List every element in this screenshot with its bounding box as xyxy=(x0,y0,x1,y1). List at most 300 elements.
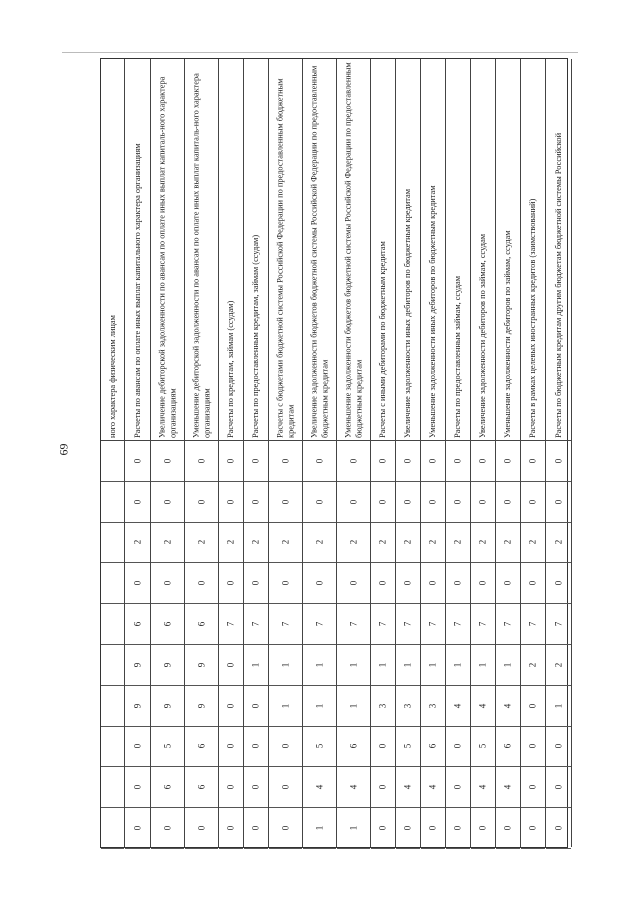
code-cell xyxy=(396,482,420,523)
code-cell xyxy=(546,563,571,604)
code-cell xyxy=(396,645,420,686)
code-digit: 6 xyxy=(196,744,206,749)
code-cell xyxy=(471,441,495,482)
code-digit: 0 xyxy=(527,785,538,790)
code-digit: 0 xyxy=(250,744,261,749)
code-digit: 7 xyxy=(452,621,463,627)
code-digit: 0 xyxy=(402,581,413,586)
code-cell xyxy=(269,727,302,768)
code-digit: 1 xyxy=(348,662,358,668)
code-cell xyxy=(185,767,218,808)
code-cell xyxy=(185,727,218,768)
code-cell xyxy=(421,604,445,645)
code-cell xyxy=(101,604,124,645)
code-cell xyxy=(446,563,470,604)
code-cell xyxy=(101,767,124,808)
code-digit: 0 xyxy=(162,458,172,464)
code-cell xyxy=(244,563,268,604)
code-digit: 0 xyxy=(553,825,563,831)
code-cell xyxy=(471,686,495,727)
code-cell xyxy=(219,645,243,686)
code-cell xyxy=(125,604,150,645)
code-cell xyxy=(303,645,336,686)
code-cell xyxy=(101,686,124,727)
row-description xyxy=(396,59,420,441)
code-cell xyxy=(185,563,218,604)
code-cell xyxy=(496,482,520,523)
code-cell xyxy=(101,441,124,482)
code-digit: 0 xyxy=(427,458,438,464)
code-cell xyxy=(396,604,420,645)
code-digit: 0 xyxy=(348,581,358,586)
code-digit: 0 xyxy=(452,785,463,790)
code-digit: 0 xyxy=(348,458,358,464)
code-digit: 4 xyxy=(502,785,513,790)
code-digit: 2 xyxy=(225,540,236,545)
code-cell xyxy=(396,686,420,727)
code-digit: 0 xyxy=(427,581,438,586)
code-cell xyxy=(269,808,302,849)
code-cell xyxy=(101,523,124,564)
code-cell xyxy=(546,604,571,645)
code-cell xyxy=(521,727,545,768)
code-digit: 7 xyxy=(402,621,413,627)
code-cell xyxy=(219,523,243,564)
code-cell xyxy=(219,563,243,604)
code-cell xyxy=(125,563,150,604)
page-top-rule xyxy=(62,52,578,53)
code-digit: 0 xyxy=(196,499,206,504)
code-digit: 0 xyxy=(314,499,324,504)
code-digit: 7 xyxy=(225,621,236,627)
code-cell xyxy=(125,482,150,523)
code-cell xyxy=(269,767,302,808)
code-digit: 0 xyxy=(377,785,388,790)
code-digit: 0 xyxy=(553,744,563,749)
code-digit: 0 xyxy=(452,499,463,504)
code-cell xyxy=(521,808,545,849)
table-row xyxy=(269,59,303,847)
code-cell xyxy=(521,645,545,686)
row-description-text: Уменьшение задолженности дебиторов по займам, ссудам xyxy=(502,229,512,438)
table-row xyxy=(371,59,396,847)
code-digit: 0 xyxy=(162,581,172,586)
code-digit: 7 xyxy=(250,621,261,627)
code-cell xyxy=(371,523,395,564)
code-digit: 0 xyxy=(402,499,413,504)
code-digit: 2 xyxy=(527,662,538,668)
code-digit: 6 xyxy=(132,621,142,627)
row-description-text: Расчеты по кредитам, займам (ссудам) xyxy=(225,300,235,438)
code-cell xyxy=(396,808,420,849)
code-digit: 0 xyxy=(250,825,261,831)
code-digit: 0 xyxy=(553,458,563,464)
code-digit: 5 xyxy=(162,744,172,749)
code-cell xyxy=(396,727,420,768)
row-description xyxy=(546,59,571,441)
row-description-text: Увеличение задолженности дебиторов по займам, ссудам xyxy=(477,233,487,438)
code-cell xyxy=(244,727,268,768)
code-cell xyxy=(219,482,243,523)
row-description-text: Расчеты по предоставленным кредитам, займам (ссудам) xyxy=(250,234,260,438)
code-cell xyxy=(521,604,545,645)
code-digit: 1 xyxy=(250,662,261,668)
code-digit: 0 xyxy=(225,785,236,790)
code-digit: 1 xyxy=(314,825,324,831)
code-digit: 6 xyxy=(196,785,206,790)
code-digit: 2 xyxy=(377,540,388,545)
code-cell xyxy=(151,767,184,808)
code-digit: 2 xyxy=(196,540,206,545)
code-cell xyxy=(244,808,268,849)
row-description xyxy=(151,59,184,441)
code-digit: 7 xyxy=(527,621,538,627)
code-digit: 0 xyxy=(280,458,290,464)
code-cell xyxy=(446,645,470,686)
code-cell xyxy=(471,604,495,645)
table-row xyxy=(101,59,125,847)
code-digit: 0 xyxy=(196,825,206,831)
code-cell xyxy=(101,645,124,686)
code-digit: 0 xyxy=(477,581,488,586)
code-cell xyxy=(446,767,470,808)
row-description-text: Уменьшение задолженности иных дебиторов по бюджетным кредитам xyxy=(427,184,437,438)
table-row xyxy=(421,59,446,847)
code-cell xyxy=(371,727,395,768)
code-cell xyxy=(337,563,370,604)
code-cell xyxy=(219,767,243,808)
code-cell xyxy=(371,645,395,686)
code-digit: 2 xyxy=(132,540,142,545)
code-cell xyxy=(337,482,370,523)
code-digit: 5 xyxy=(314,744,324,749)
row-description-text: Расчеты с бюджетами бюджетной системы Российской Федерации по предоставленным бюджетным кредитам xyxy=(275,77,295,438)
code-digit: 0 xyxy=(162,499,172,504)
code-cell xyxy=(337,767,370,808)
code-cell xyxy=(371,686,395,727)
code-digit: 0 xyxy=(427,825,438,831)
code-digit: 0 xyxy=(527,458,538,464)
row-description-text: Расчеты в рамках целевых иностранных кредитов (заимствований) xyxy=(527,198,537,438)
code-cell xyxy=(396,563,420,604)
code-digit: 9 xyxy=(162,703,172,708)
code-cell xyxy=(546,523,571,564)
code-digit: 6 xyxy=(502,744,513,749)
code-digit: 0 xyxy=(527,703,538,708)
code-cell xyxy=(269,441,302,482)
code-cell xyxy=(244,686,268,727)
code-cell xyxy=(496,604,520,645)
code-digit: 0 xyxy=(527,499,538,504)
row-description xyxy=(219,59,243,441)
code-digit: 0 xyxy=(280,785,290,790)
code-cell xyxy=(244,523,268,564)
code-digit: 1 xyxy=(427,662,438,668)
row-description xyxy=(471,59,495,441)
code-cell xyxy=(303,767,336,808)
code-digit: 2 xyxy=(402,540,413,545)
code-cell xyxy=(303,523,336,564)
row-description-text: Расчеты с иными дебиторами по бюджетным кредитам xyxy=(377,240,387,438)
code-cell xyxy=(151,523,184,564)
code-digit: 0 xyxy=(250,499,261,504)
code-cell xyxy=(185,645,218,686)
row-description xyxy=(496,59,520,441)
code-cell xyxy=(269,563,302,604)
code-digit: 0 xyxy=(553,785,563,790)
code-cell xyxy=(371,808,395,849)
table-row xyxy=(337,59,371,847)
code-cell xyxy=(303,604,336,645)
code-cell xyxy=(151,604,184,645)
code-cell xyxy=(471,727,495,768)
code-digit: 4 xyxy=(477,785,488,790)
table-row xyxy=(185,59,219,847)
code-digit: 1 xyxy=(553,703,563,708)
code-digit: 1 xyxy=(502,662,513,668)
row-description xyxy=(101,59,124,441)
code-digit: 7 xyxy=(477,621,488,627)
page-number: 69 xyxy=(56,443,71,456)
code-cell xyxy=(151,482,184,523)
code-cell xyxy=(269,523,302,564)
row-description xyxy=(185,59,218,441)
code-digit: 4 xyxy=(502,703,513,708)
row-description xyxy=(521,59,545,441)
code-cell xyxy=(446,604,470,645)
code-digit: 0 xyxy=(132,825,142,831)
code-cell xyxy=(421,645,445,686)
code-digit: 0 xyxy=(132,499,142,504)
code-cell xyxy=(421,441,445,482)
code-cell xyxy=(446,523,470,564)
accounts-table xyxy=(100,58,568,848)
code-digit: 0 xyxy=(280,581,290,586)
code-cell xyxy=(446,727,470,768)
code-cell xyxy=(151,727,184,768)
code-cell xyxy=(496,686,520,727)
code-digit: 0 xyxy=(280,825,290,831)
code-digit: 0 xyxy=(348,499,358,504)
code-digit: 1 xyxy=(402,662,413,668)
code-digit: 0 xyxy=(427,499,438,504)
code-cell xyxy=(244,604,268,645)
code-cell xyxy=(421,727,445,768)
code-digit: 3 xyxy=(427,703,438,708)
code-digit: 9 xyxy=(132,662,142,668)
code-digit: 7 xyxy=(280,621,290,627)
code-digit: 0 xyxy=(225,499,236,504)
table-row xyxy=(151,59,185,847)
code-digit: 0 xyxy=(502,499,513,504)
code-cell xyxy=(371,767,395,808)
code-cell xyxy=(496,523,520,564)
code-digit: 2 xyxy=(348,540,358,545)
row-description xyxy=(125,59,150,441)
code-cell xyxy=(219,686,243,727)
code-cell xyxy=(496,808,520,849)
code-digit: 0 xyxy=(553,581,563,586)
code-cell xyxy=(125,686,150,727)
code-cell xyxy=(303,686,336,727)
table-row xyxy=(303,59,337,847)
code-digit: 0 xyxy=(502,825,513,831)
row-description xyxy=(269,59,302,441)
code-cell xyxy=(269,686,302,727)
code-digit: 0 xyxy=(402,825,413,831)
code-cell xyxy=(337,604,370,645)
code-cell xyxy=(546,645,571,686)
code-cell xyxy=(151,808,184,849)
code-digit: 7 xyxy=(553,621,563,627)
code-digit: 0 xyxy=(377,581,388,586)
code-cell xyxy=(371,563,395,604)
row-description-text: Увеличение задолженности иных дебиторов по бюджетным кредитам xyxy=(402,188,412,438)
code-cell xyxy=(421,808,445,849)
code-cell xyxy=(219,727,243,768)
code-digit: 2 xyxy=(427,540,438,545)
code-digit: 1 xyxy=(452,662,463,668)
code-cell xyxy=(101,808,124,849)
code-digit: 0 xyxy=(132,785,142,790)
code-cell xyxy=(337,727,370,768)
code-digit: 4 xyxy=(314,785,324,790)
code-cell xyxy=(185,482,218,523)
code-cell xyxy=(446,808,470,849)
code-cell xyxy=(371,482,395,523)
row-description xyxy=(371,59,395,441)
code-digit: 0 xyxy=(162,825,172,831)
code-cell xyxy=(269,482,302,523)
code-cell xyxy=(471,482,495,523)
code-digit: 5 xyxy=(477,744,488,749)
code-digit: 4 xyxy=(402,785,413,790)
code-digit: 0 xyxy=(377,458,388,464)
code-cell xyxy=(496,767,520,808)
code-digit: 2 xyxy=(280,540,290,545)
code-cell xyxy=(446,441,470,482)
code-cell xyxy=(244,767,268,808)
code-cell xyxy=(303,808,336,849)
code-cell xyxy=(125,767,150,808)
code-cell xyxy=(496,727,520,768)
row-description xyxy=(446,59,470,441)
code-digit: 2 xyxy=(314,540,324,545)
table-row xyxy=(496,59,521,847)
table-row xyxy=(396,59,421,847)
code-digit: 0 xyxy=(196,458,206,464)
code-cell xyxy=(101,563,124,604)
code-digit: 1 xyxy=(314,662,324,668)
code-digit: 0 xyxy=(477,458,488,464)
code-digit: 9 xyxy=(196,662,206,668)
table-row xyxy=(125,59,151,847)
row-description xyxy=(244,59,268,441)
table-row xyxy=(244,59,269,847)
table-row xyxy=(219,59,244,847)
code-cell xyxy=(546,767,571,808)
code-digit: 4 xyxy=(427,785,438,790)
code-cell xyxy=(303,727,336,768)
code-cell xyxy=(471,767,495,808)
code-cell xyxy=(125,523,150,564)
code-digit: 7 xyxy=(377,621,388,627)
code-cell xyxy=(496,645,520,686)
code-cell xyxy=(546,482,571,523)
code-digit: 1 xyxy=(348,703,358,708)
code-digit: 1 xyxy=(477,662,488,668)
code-digit: 2 xyxy=(477,540,488,545)
code-digit: 7 xyxy=(348,621,358,627)
code-digit: 3 xyxy=(377,703,388,708)
code-digit: 2 xyxy=(162,540,172,545)
code-cell xyxy=(396,767,420,808)
code-cell xyxy=(396,523,420,564)
code-digit: 7 xyxy=(502,621,513,627)
code-cell xyxy=(546,441,571,482)
code-cell xyxy=(521,441,545,482)
code-cell xyxy=(421,686,445,727)
code-digit: 6 xyxy=(162,621,172,627)
code-digit: 7 xyxy=(427,621,438,627)
code-cell xyxy=(421,523,445,564)
code-cell xyxy=(185,523,218,564)
code-digit: 0 xyxy=(314,581,324,586)
code-digit: 6 xyxy=(427,744,438,749)
code-digit: 0 xyxy=(452,744,463,749)
code-digit: 0 xyxy=(502,458,513,464)
code-digit: 0 xyxy=(225,703,236,708)
code-cell xyxy=(219,441,243,482)
code-digit: 7 xyxy=(314,621,324,627)
code-cell xyxy=(151,686,184,727)
code-digit: 2 xyxy=(502,540,513,545)
code-digit: 1 xyxy=(280,703,290,708)
code-cell xyxy=(244,482,268,523)
code-digit: 0 xyxy=(132,581,142,586)
code-digit: 0 xyxy=(196,581,206,586)
code-digit: 6 xyxy=(162,785,172,790)
code-cell xyxy=(546,686,571,727)
code-digit: 0 xyxy=(527,581,538,586)
code-cell xyxy=(371,441,395,482)
code-cell xyxy=(421,482,445,523)
code-digit: 9 xyxy=(162,662,172,668)
code-digit: 2 xyxy=(250,540,261,545)
code-cell xyxy=(125,808,150,849)
code-digit: 2 xyxy=(553,540,563,545)
code-digit: 4 xyxy=(348,785,358,790)
code-digit: 3 xyxy=(402,703,413,708)
code-cell xyxy=(337,523,370,564)
code-cell xyxy=(496,563,520,604)
code-cell xyxy=(337,808,370,849)
row-description xyxy=(337,59,370,441)
code-digit: 0 xyxy=(280,744,290,749)
code-cell xyxy=(303,441,336,482)
code-digit: 0 xyxy=(225,825,236,831)
code-digit: 0 xyxy=(477,499,488,504)
code-digit: 0 xyxy=(452,458,463,464)
code-cell xyxy=(185,686,218,727)
code-cell xyxy=(101,727,124,768)
code-cell xyxy=(125,645,150,686)
code-digit: 0 xyxy=(502,581,513,586)
table-row xyxy=(546,59,572,847)
row-description-text: Увеличение дебиторской задолженности по авансам по оплате иных выплат капиталь-ного характера организациям xyxy=(157,76,177,438)
code-cell xyxy=(521,523,545,564)
row-description-text: ного характера физическим лицам xyxy=(107,314,117,438)
